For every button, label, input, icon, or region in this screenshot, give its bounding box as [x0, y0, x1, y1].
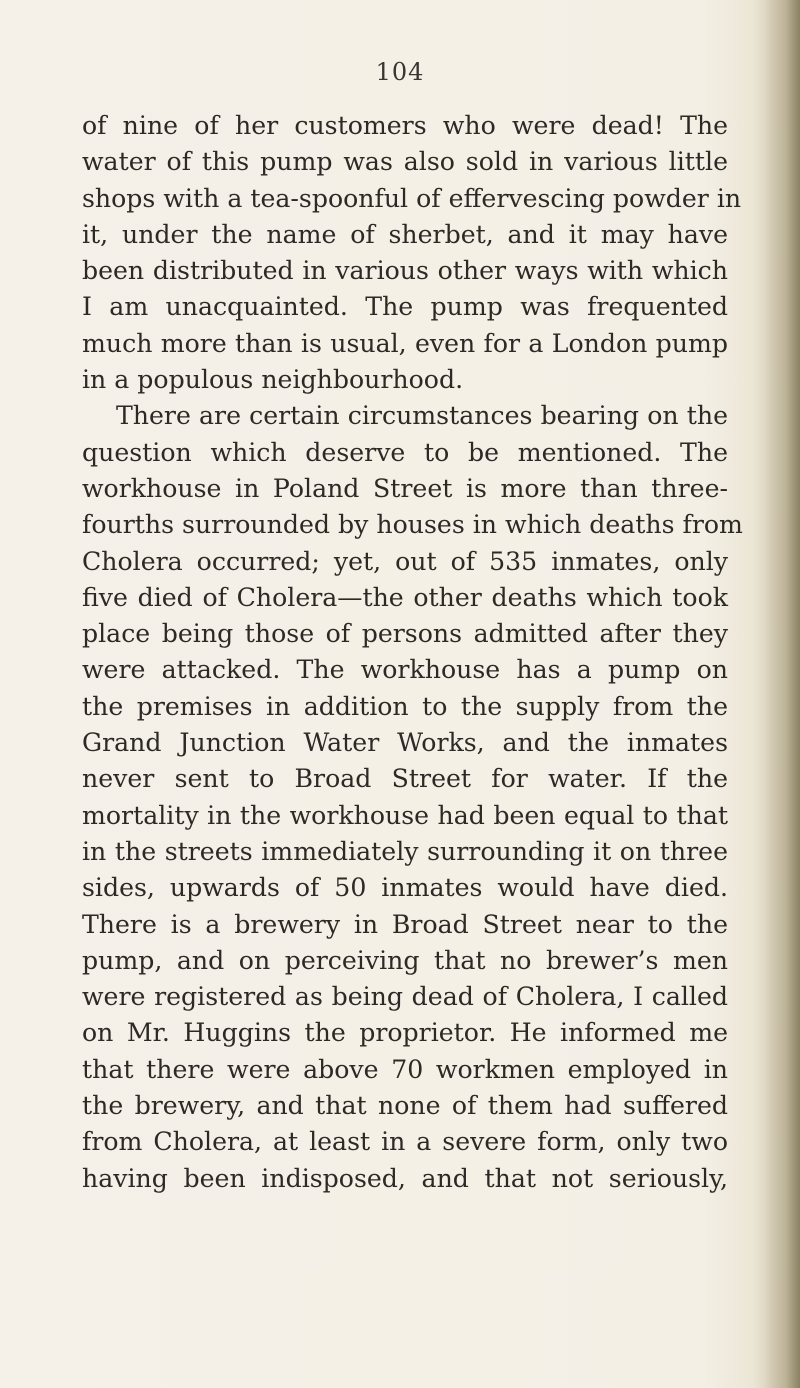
text-line: were attacked. The workhouse has a pump on [82, 655, 728, 685]
text-line: There is a brewery in Broad Street near to the [82, 909, 728, 939]
text-line: the premises in addition to the supply from the [82, 691, 728, 721]
text-line: having been indisposed, and that not seriously, [82, 1163, 728, 1193]
text-line: from Cholera, at least in a severe form, only two [82, 1127, 728, 1157]
text-line: were registered as being dead of Cholera, I called [82, 982, 728, 1012]
text-line: much more than is usual, even for a London pump [82, 328, 728, 358]
text-line: pump, and on perceiving that no brewer’s men [82, 945, 728, 975]
text-line: workhouse in Poland Street is more than three- [82, 473, 728, 503]
text-line: that there were above 70 workmen employed in [82, 1054, 728, 1084]
page-number: 104 [375, 58, 425, 86]
text-line: place being those of persons admitted after they [82, 619, 728, 649]
text-line: There are certain circumstances bearing on the [116, 401, 728, 431]
text-line: on Mr. Huggins the proprietor. He informed me [82, 1018, 728, 1048]
text-line: never sent to Broad Street for water. If the [82, 764, 728, 794]
text-line: been distributed in various other ways with which [82, 256, 728, 286]
text-line: question which deserve to be mentioned. The [82, 437, 728, 467]
text-line: the brewery, and that none of them had suffered [82, 1091, 728, 1121]
text-line: water of this pump was also sold in various little [82, 147, 728, 177]
text-line: fourths surrounded by houses in which deaths from [82, 510, 743, 540]
text-line: Cholera occurred; yet, out of 535 inmates, only [82, 546, 728, 576]
text-line: mortality in the workhouse had been equal to that [82, 800, 728, 830]
text-line: Grand Junction Water Works, and the inmates [82, 728, 728, 758]
text-line: in a populous neighbourhood. [82, 365, 464, 395]
text-line: shops with a tea-spoonful of effervescing powder in [82, 183, 742, 213]
text-line: in the streets immediately surrounding it on three [82, 836, 728, 866]
body-text [82, 108, 743, 1197]
text-line: I am unacquainted. The pump was frequented [82, 292, 728, 322]
page-edge-shadow [764, 0, 800, 1388]
text-line: five died of Cholera—the other deaths which took [82, 582, 728, 612]
text-line: sides, upwards of 50 inmates would have died. [82, 873, 728, 903]
text-line: it, under the name of sherbet, and it may have [82, 219, 728, 249]
text-line: of nine of her customers who were dead! The [82, 111, 728, 140]
